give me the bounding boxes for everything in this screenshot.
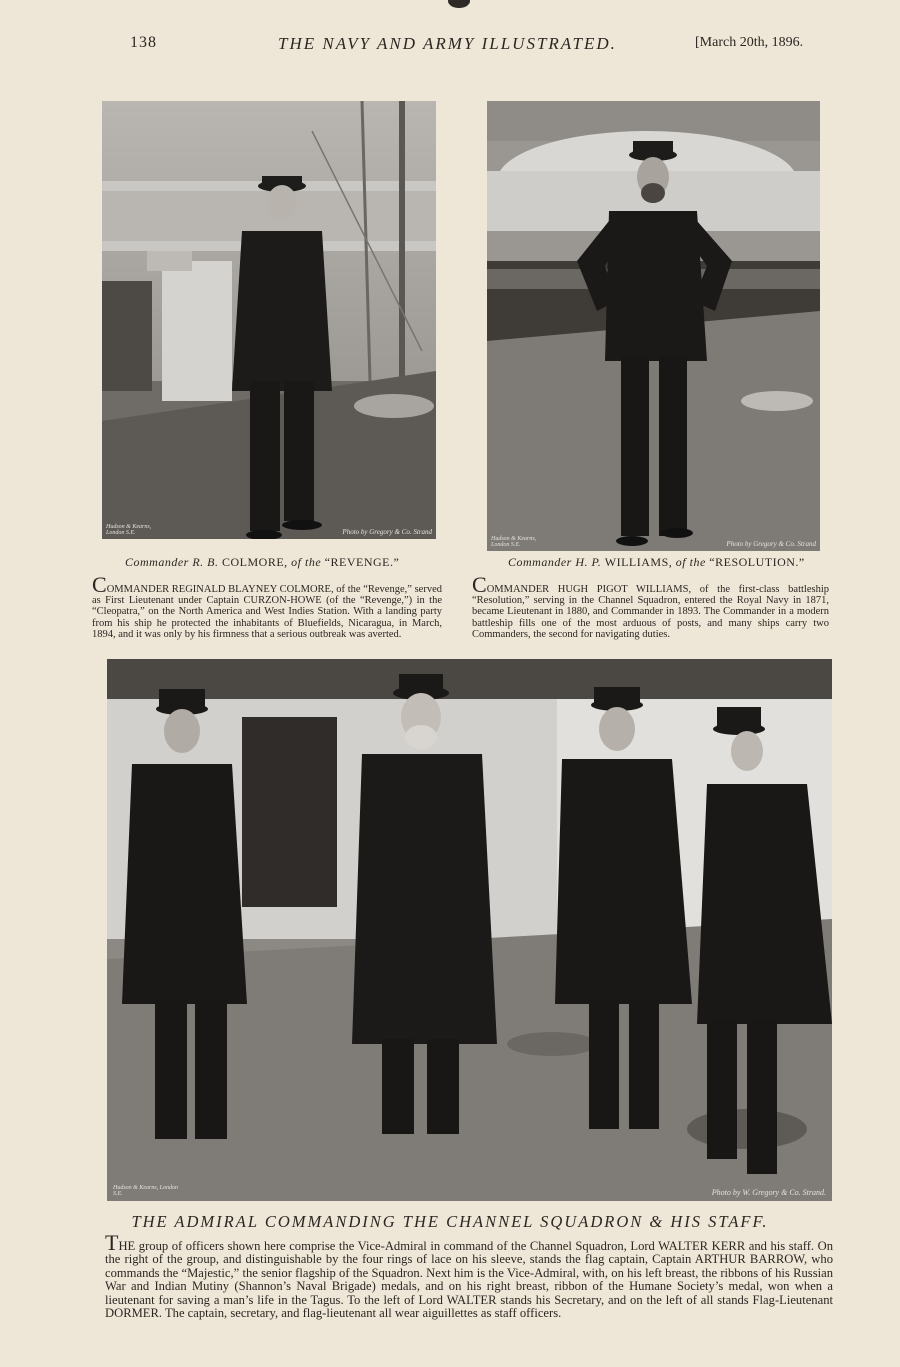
page-tear-mark	[448, 0, 470, 8]
description-text: OMMANDER HUGH PIGOT WILLIAMS, of the first-class battleship “Resolution,” serving in the Channel Squadron, entered the Royal Navy in 1871, became Lieutenant in 1880, and Commander in 1893. The Commander in a modern battleship fills one of the most arduous of posts, and many ships carry two Commanders, the second for navigating duties.	[472, 584, 829, 640]
photo-credit-left: Hudson & Kearns, London S.E.	[113, 1185, 179, 1197]
caption-ship: “RESOLUTION.”	[709, 555, 805, 569]
page-header	[0, 34, 900, 58]
caption-colmore	[125, 555, 399, 570]
description-williams	[472, 572, 829, 640]
caption-prefix: Commander H. P.	[508, 555, 605, 569]
photo-credit-right: Photo by W. Gregory & Co. Strand.	[711, 1188, 826, 1197]
photo-credit-left: Hudson & Kearns, London S.E.	[106, 524, 152, 536]
photo-commander-williams	[487, 101, 820, 551]
caption-of: of the	[287, 555, 325, 569]
photo-colmore-image	[102, 101, 436, 539]
description-text: OMMANDER REGINALD BLAYNEY COLMORE, of the “Revenge,” served as First Lieutenant under Captain CURZON-HOWE (of the “Revenge,”) in the “Cleopatra,” on the North America and West Indies Station. With a landing party from his ship he protected the inhabitants of Bluefields, Nicaragua, in March, 1894, and it was only by his firmness that a serious outbreak was averted.	[92, 584, 442, 640]
dropcap: C	[92, 572, 107, 597]
main-title: THE ADMIRAL COMMANDING THE CHANNEL SQUADRON & HIS STAFF.	[131, 1212, 769, 1231]
body-text: HE group of officers shown here comprise the Vice-Admiral in command of the Channel Squadron, Lord WALTER KERR and his staff. On the right of the group, and distinguishable by the four rings of lace on his sleeve, stands the flag captain, Captain ARTHUR BARROW, who commands the “Majestic,” the senior flagship of the Squadron. Next him is the Vice-Admiral, with, on his left breast, the ribbons of his Russian War and Indian Mutiny (Shannon’s Naval Brigade) medals, and on his right breast, ribbon of the Humane Society’s medal, won when a lieutenant for saving a man’s life in the Tagus. To the left of Lord WALTER stands his Secretary, and on the left of all stands Flag-Lieutenant DORMER. The captain, secretary, and flag-lieutenant all wear aiguillettes as staff officers.	[105, 1239, 833, 1321]
photo-credit-right: Photo by Gregory & Co. Strand	[726, 540, 816, 548]
photo-credit-right: Photo by Gregory & Co. Strand	[342, 528, 432, 536]
page-number: 138	[130, 34, 157, 51]
caption-ship: “REVENGE.”	[324, 555, 400, 569]
photo-commander-colmore	[102, 101, 436, 539]
photo-admiral-and-staff	[107, 659, 832, 1201]
photo-williams-image	[487, 101, 820, 551]
photo-credit-left: Hudson & Kearns, London S.E.	[491, 536, 537, 548]
dropcap: C	[472, 572, 487, 597]
body-paragraph	[105, 1230, 833, 1321]
caption-name: WILLIAMS,	[604, 555, 673, 569]
caption-williams	[508, 555, 805, 570]
dropcap: T	[105, 1230, 119, 1255]
caption-of: of the	[672, 555, 710, 569]
caption-name: COLMORE,	[222, 555, 288, 569]
description-colmore	[92, 572, 442, 640]
publication-title: THE NAVY AND ARMY ILLUSTRATED.	[278, 34, 617, 53]
caption-prefix: Commander R. B.	[125, 555, 222, 569]
photo-group-image	[107, 659, 832, 1201]
issue-date: [March 20th, 1896.	[695, 35, 804, 50]
